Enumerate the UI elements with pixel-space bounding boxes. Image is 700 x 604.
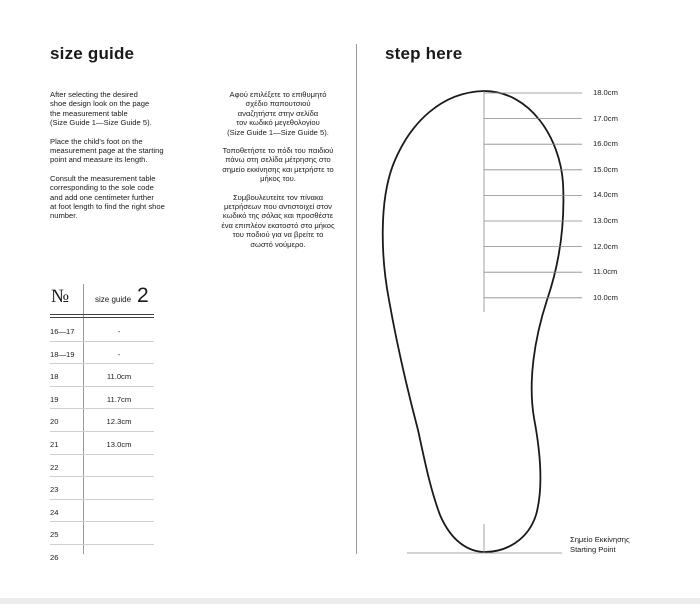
- table-header: [50, 284, 154, 315]
- ruler-label: 17.0cm: [593, 113, 618, 123]
- row-size: 19: [50, 394, 59, 404]
- english-instructions: [50, 90, 200, 230]
- ruler-ticks: [484, 93, 582, 298]
- row-size: 18—19: [50, 349, 75, 359]
- table-row: [50, 455, 154, 478]
- ruler-label: 11.0cm: [593, 267, 618, 277]
- row-value: 11.0cm: [106, 372, 132, 382]
- gr-paragraph: Τοποθετήστε το πόδι του παιδιού πάνω στη σελίδα μέτρησης στο σημείο εκκίνησης και μετρήστε το μήκος του.: [222, 146, 334, 184]
- ruler-label: 18.0cm: [593, 88, 618, 97]
- row-size: 18: [50, 372, 59, 382]
- starting-point-label-en: Starting Point: [570, 545, 616, 554]
- gr-paragraph: Αφού επιλέξετε το επιθυμητό σχέδιο παπουτσιού αναζητήστε στην σελίδα τον κωδικό μεγεθολογίου (Size Guide 1—Size Guide 5).: [227, 90, 329, 137]
- step-here-title: step here: [385, 44, 463, 63]
- table-row: [50, 364, 154, 387]
- table-row: [50, 500, 154, 523]
- starting-point-label: [570, 535, 680, 555]
- row-size: 21: [50, 439, 59, 449]
- foot-outline: [383, 91, 564, 552]
- ruler-label: 16.0cm: [593, 139, 618, 149]
- ruler-label: 12.0cm: [593, 241, 618, 251]
- table-rows: [50, 319, 154, 567]
- row-value: 13.0cm: [106, 439, 132, 449]
- size-table: [50, 284, 154, 567]
- ruler-label: 15.0cm: [593, 164, 618, 174]
- ruler-label: 10.0cm: [593, 292, 618, 302]
- row-value: -: [117, 327, 121, 336]
- row-value: 11.7cm: [106, 394, 132, 404]
- row-size: 16—17: [50, 327, 75, 336]
- table-row: [50, 342, 154, 365]
- ruler-label: 14.0cm: [593, 190, 618, 200]
- table-row: [50, 432, 154, 455]
- size-guide-header-label: size guide: [95, 295, 132, 304]
- gr-paragraph: Συμβουλευτείτε τον πίνακα μετρήσεων που αντιστοιχεί στον κωδικό της σόλας και προσθέστε ένα επιπλέον εκατοστό στο μήκος του ποδιού για να βρείτε το σωστό νούμερο.: [221, 192, 335, 249]
- number-sign-header: №: [51, 286, 70, 307]
- en-paragraph: Consult the measurement table corresponding to the sole code and add one centimeter further at foot length to find the right shoe number.: [50, 173, 165, 221]
- row-size: 22: [50, 462, 59, 472]
- en-paragraph: After selecting the desired shoe design look on the page the measurement table (Size Guide 1—Size Guide 5).: [50, 90, 152, 128]
- row-size: 20: [50, 417, 59, 427]
- ruler-label: 13.0cm: [593, 216, 618, 225]
- starting-point-label-gr: Σημείο Εκκίνησης: [570, 535, 630, 544]
- table-row: [50, 522, 154, 545]
- bottom-band: [0, 598, 700, 604]
- row-value: -: [117, 349, 121, 359]
- table-row: [50, 545, 154, 567]
- row-value: 12.3cm: [106, 417, 132, 427]
- table-row: [50, 387, 154, 410]
- en-paragraph: Place the child's foot on the measurement page at the starting point and measure its length.: [50, 136, 164, 165]
- center-divider: [356, 44, 357, 554]
- size-guide-header-number: 2: [137, 284, 149, 307]
- greek-instructions: [203, 90, 353, 258]
- table-row: [50, 409, 154, 432]
- table-row: [50, 477, 154, 500]
- row-size: 24: [50, 507, 59, 517]
- row-size: 25: [50, 530, 59, 540]
- table-row: [50, 319, 154, 342]
- size-guide-title: size guide: [50, 44, 135, 63]
- row-size: 23: [50, 485, 59, 495]
- row-size: 26: [50, 552, 59, 562]
